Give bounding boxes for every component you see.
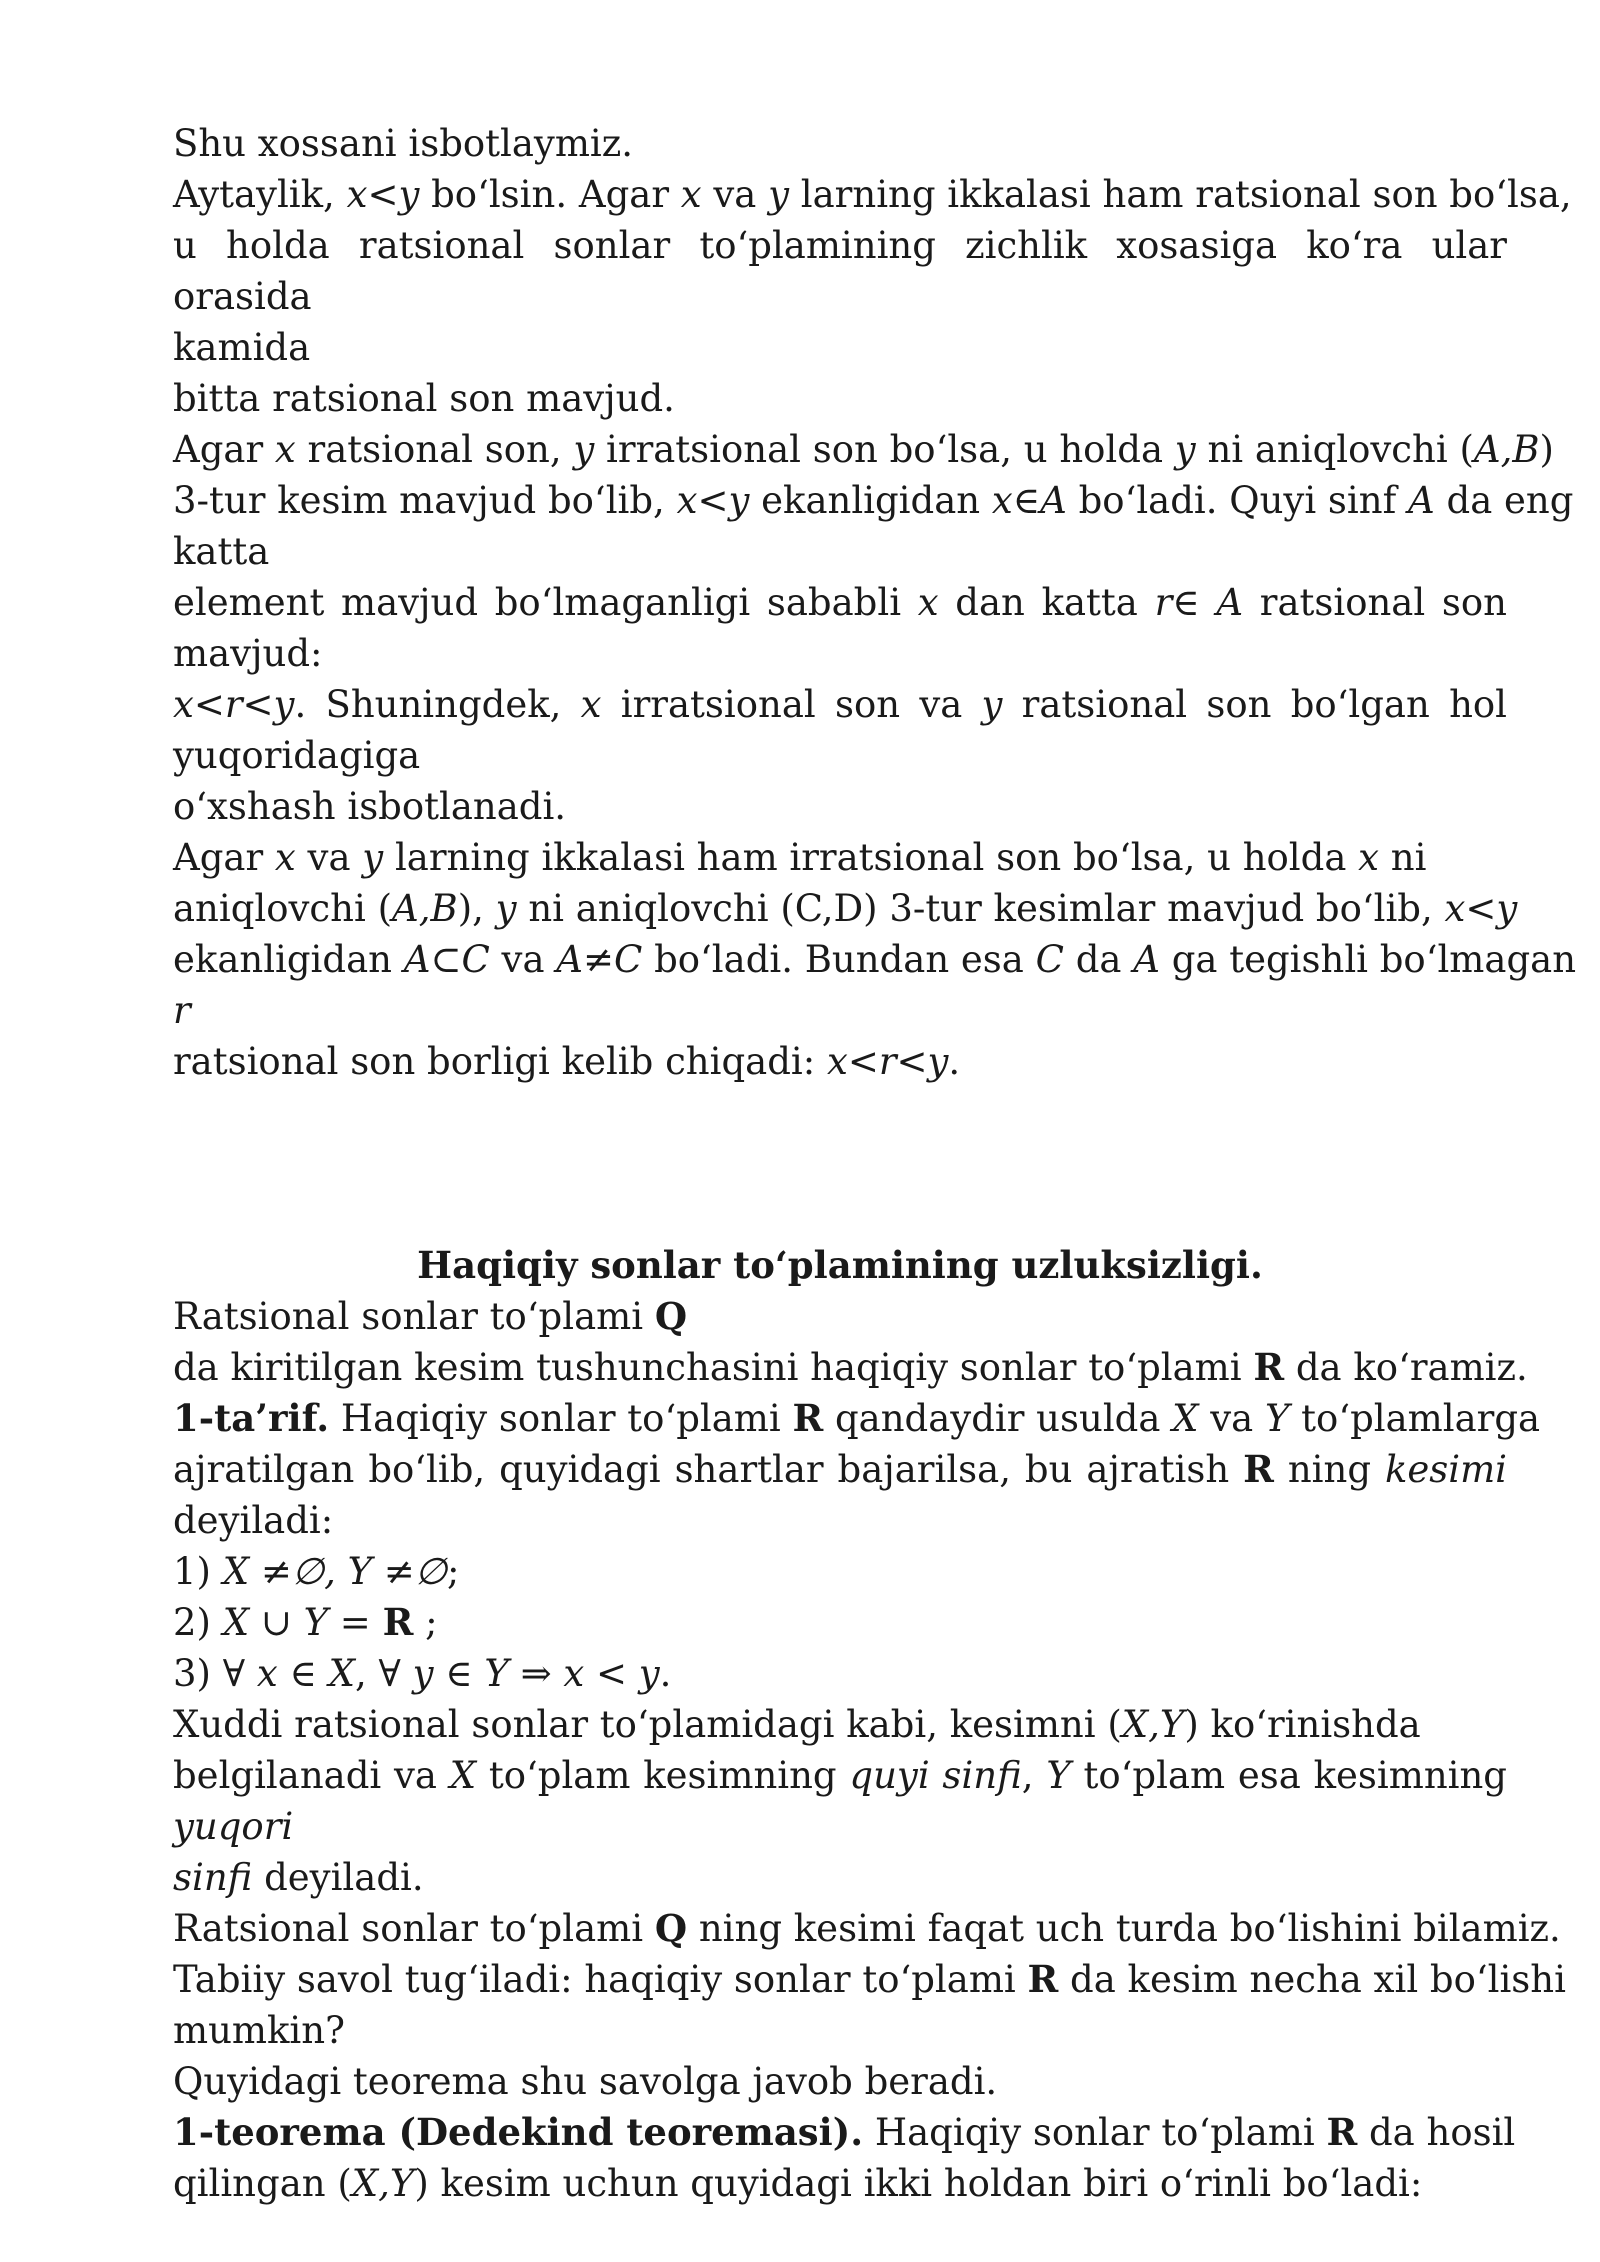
text-line: 3-tur kesim mavjud bo‘lib, x<y ekanligidan x∈A bo‘ladi. Quyi sinf A da eng: [173, 479, 1574, 522]
text-line: r: [173, 989, 191, 1032]
text-line: Xuddi ratsional sonlar to‘plamidagi kabi, kesimni (X,Y) ko‘rinishda: [173, 1703, 1421, 1746]
text-line: Ratsional sonlar to‘plami Q ning kesimi faqat uch turda bo‘lishini bilamiz.: [173, 1906, 1561, 1950]
text-line: Agar x ratsional son, y irratsional son bo‘lsa, u holda y ni aniqlovchi (A,B): [173, 428, 1554, 471]
text-line: mavjud:: [173, 632, 323, 675]
definition-line: 1-ta’rif. Haqiqiy sonlar to‘plami R qandaydir usulda X va Y to‘plamlarga: [173, 1396, 1541, 1440]
condition-item: 3) ∀ x ∈ X, ∀ y ∈ Y ⇒ x < y.: [173, 1652, 672, 1695]
theorem-line: 1-teorema (Dedekind teoremasi). Haqiqiy sonlar to‘plami R da hosil: [173, 2110, 1516, 2154]
text-line: Agar x va y larning ikkalasi ham irratsional son bo‘lsa, u holda x ni: [173, 836, 1427, 879]
text-line: ajratilgan bo‘lib, quyidagi shartlar bajarilsa, bu ajratish R ning kesimi: [173, 1447, 1508, 1491]
document-page: [173, 118, 1577, 2209]
text-line: kamida: [173, 326, 311, 369]
text-line: x<r<y. Shuningdek, x irratsional son va y ratsional son bo‘lgan hol: [173, 683, 1508, 726]
text-line: belgilanadi va X to‘plam kesimning quyi sinfi, Y to‘plam esa kesimning: [173, 1754, 1507, 1797]
text-line: qilingan (X,Y) kesim uchun quyidagi ikki holdan biri o‘rinli bo‘ladi:: [173, 2162, 1423, 2205]
section-spacer: [173, 1087, 1507, 1240]
text-line: Shu xossani isbotlaymiz.: [173, 122, 633, 165]
text-line: Aytaylik, x<y bo‘lsin. Agar x va y larning ikkalasi ham ratsional son bo‘lsa,: [173, 173, 1572, 216]
text-line: u holda ratsional sonlar to‘plamining zichlik xosasiga ko‘ra ular orasida: [173, 224, 1507, 318]
text-line: bitta ratsional son mavjud.: [173, 377, 675, 420]
text-line: deyiladi:: [173, 1499, 334, 1542]
text-line: da kiritilgan kesim tushunchasini haqiqiy sonlar to‘plami R da ko‘ramiz.: [173, 1345, 1528, 1389]
condition-item: 1) X ≠∅, Y ≠∅;: [173, 1550, 460, 1593]
section-heading: Haqiqiy sonlar to‘plamining uzluksizligi.: [417, 1243, 1263, 1287]
text-line: ratsional son borligi kelib chiqadi: x<r<y.: [173, 1040, 961, 1083]
text-line: sinfi deyiladi.: [173, 1856, 424, 1899]
text-line: mumkin?: [173, 2009, 345, 2052]
condition-item: 2) X ∪ Y = R ;: [173, 1600, 438, 1644]
text-line: Tabiiy savol tug‘iladi: haqiqiy sonlar to‘plami R da kesim necha xil bo‘lishi: [173, 1957, 1566, 2001]
text-line: Ratsional sonlar to‘plami Q: [173, 1294, 688, 1338]
text-line: o‘xshash isbotlanadi.: [173, 785, 567, 828]
text-line: aniqlovchi (A,B), y ni aniqlovchi (C,D) 3-tur kesimlar mavjud bo‘lib, x<y: [173, 887, 1518, 930]
text-line: katta: [173, 530, 270, 573]
text-line: element mavjud bo‘lmaganligi sababli x dan katta r∈ A ratsional son: [173, 581, 1507, 624]
text-line: Quyidagi teorema shu savolga javob beradi.: [173, 2060, 998, 2103]
text-line: ekanligidan A⊂C va A≠C bo‘ladi. Bundan esa C da A ga tegishli bo‘lmagan: [173, 938, 1577, 981]
text-line: yuqori: [173, 1805, 294, 1848]
text-line: yuqoridagiga: [173, 734, 421, 777]
